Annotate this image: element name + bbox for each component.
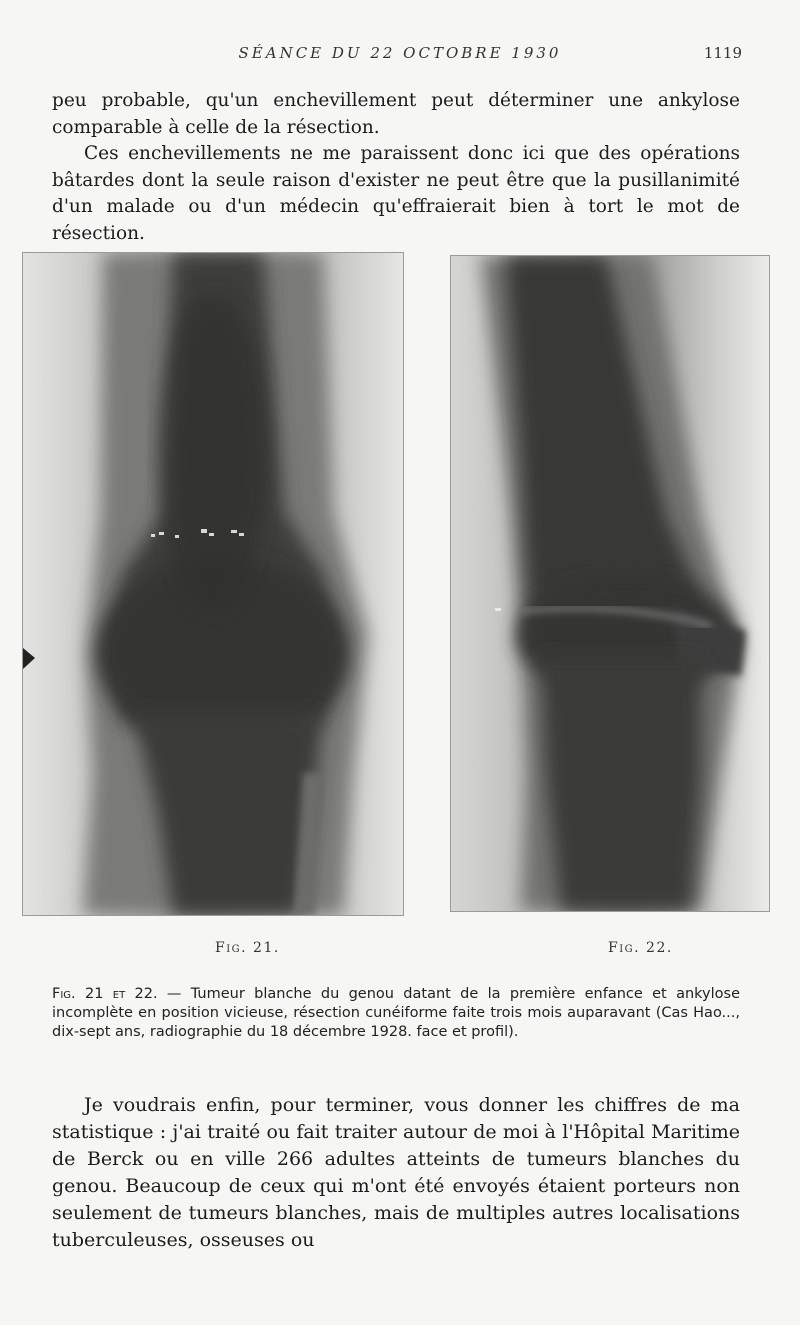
radiograph-face-image xyxy=(23,253,403,915)
figure-caption xyxy=(52,985,740,1042)
paragraph-enchevillements: Ces enchevillements ne me paraissent donc ici que des opérations bâtardes dont la seule raison d'exister ne peut être que la pusillanimité d'un malade ou d'un médecin qu'effraierait bien à tort le mot de résection. xyxy=(52,143,740,244)
figure-21-radiograph xyxy=(22,252,404,916)
radiograph-profile-image xyxy=(451,256,769,911)
paragraph-continuation: peu probable, qu'un enchevillement peut déterminer une ankylose comparable à celle de la résection. xyxy=(52,90,740,138)
figure-22-radiograph xyxy=(450,255,770,912)
running-title: SÉANCE DU 22 OCTOBRE 1930 xyxy=(238,44,562,62)
caption-text: — Tumeur blanche du genou datant de la première enfance et ankylose incomplète en position vicieuse, résection cunéiforme faite trois mois auparavant (Cas Hao..., dix-sept ans, radiographie du 18 décembre 1928. face et profil). xyxy=(52,986,740,1040)
caption-lead: Fig. 21 et 22. xyxy=(52,986,158,1002)
paragraph-statistique: Je voudrais enfin, pour terminer, vous donner les chiffres de ma statistique : j'ai traité ou fait traiter autour de moi à l'Hôpital Maritime de Berck ou en ville 266 adultes atteints de tumeurs blanches du genou. Beaucoup de ceux qui m'ont été envoyés étaient porteurs non seulement de tumeurs blanches, mais de multiples autres localisations tuberculeuses, osseuses ou xyxy=(52,1094,740,1251)
page-number: 1119 xyxy=(703,44,742,62)
figure-21-label: Fig. 21. xyxy=(215,940,280,956)
figure-22-label: Fig. 22. xyxy=(608,940,673,956)
running-head xyxy=(0,44,800,66)
